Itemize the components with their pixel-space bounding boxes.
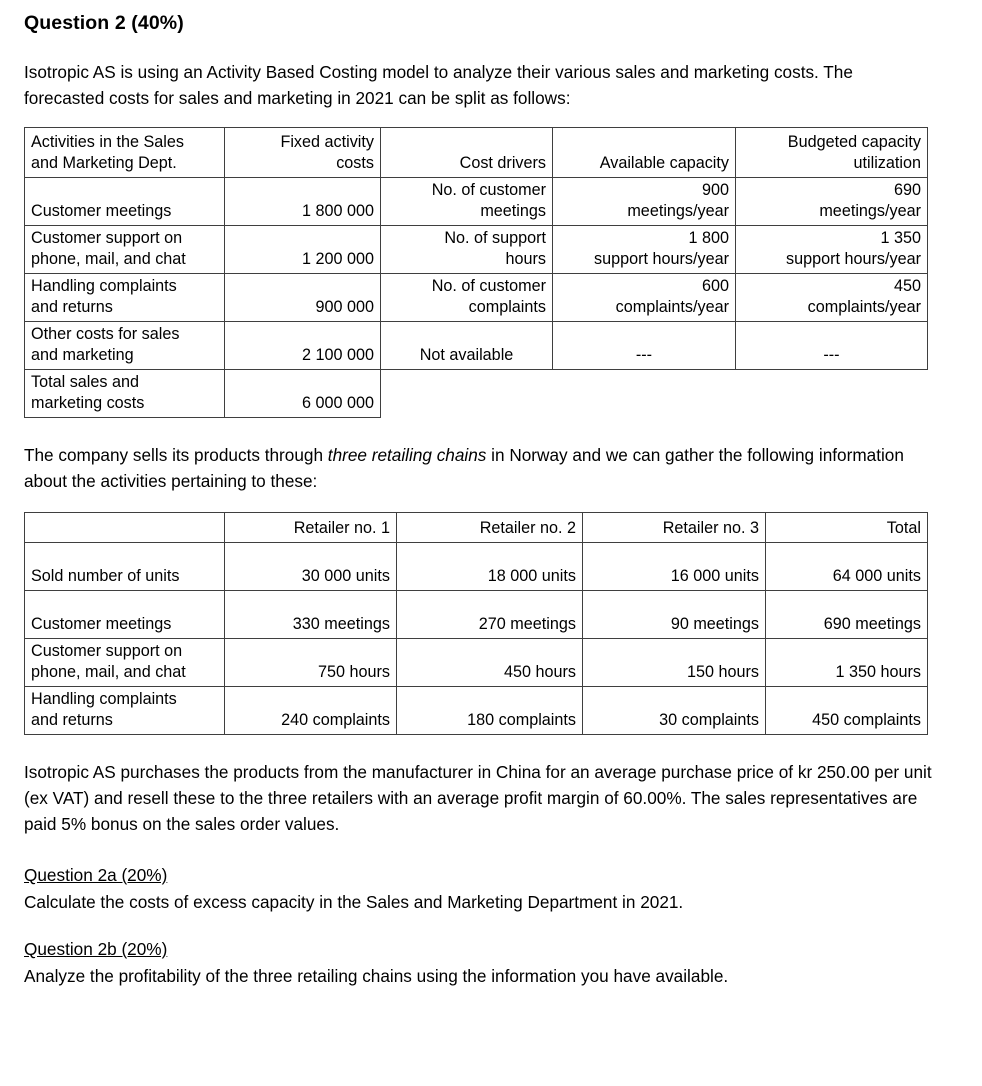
table-row	[25, 639, 928, 687]
total-text: 450 complaints	[812, 711, 921, 729]
retailer-2-value	[397, 687, 583, 735]
empty-cell	[381, 370, 553, 418]
spacer	[24, 837, 958, 863]
available-capacity-line1: 600	[701, 277, 729, 295]
budgeted-capacity-value	[736, 178, 928, 226]
total-text: 1 350 hours	[835, 663, 921, 681]
activity-name-line2: phone, mail, and chat	[31, 250, 186, 268]
row-label-line1: Handling complaints	[31, 690, 177, 708]
retailer-2-value	[397, 591, 583, 639]
activity-name-line2: and marketing	[31, 346, 134, 364]
activity-name	[25, 274, 225, 322]
header-retailer-2: Retailer no. 2	[397, 513, 583, 543]
budgeted-capacity-value	[736, 322, 928, 370]
total-label	[25, 370, 225, 418]
row-label	[25, 687, 225, 735]
row-label-line1: Customer support on	[31, 642, 183, 660]
cost-driver-line1: No. of customer	[431, 181, 546, 199]
header-budgeted-capacity-line2: utilization	[853, 154, 921, 172]
header-total: Total	[766, 513, 928, 543]
retailer-2-value	[397, 639, 583, 687]
question-2b-heading: Question 2b (20%)	[24, 939, 168, 959]
budgeted-capacity-line2: ---	[823, 346, 840, 364]
available-capacity-line2: meetings/year	[627, 202, 729, 220]
budgeted-capacity-value	[736, 274, 928, 322]
activities-cost-table	[24, 127, 928, 418]
activity-name-line1: Customer support on	[31, 229, 183, 247]
budgeted-capacity-line1: 1 350	[880, 229, 921, 247]
header-blank	[25, 513, 225, 543]
available-capacity-line1: 1 800	[688, 229, 729, 247]
available-capacity-line2: complaints/year	[615, 298, 729, 316]
cost-driver-value	[381, 322, 553, 370]
header-activities-line1: Activities in the Sales	[31, 133, 184, 151]
available-capacity-line2: ---	[635, 346, 653, 364]
header-available-capacity: Available capacity	[553, 128, 736, 178]
retailer-2-text: 180 complaints	[467, 711, 576, 729]
available-capacity-value	[553, 274, 736, 322]
available-capacity-line1: 900	[701, 181, 729, 199]
budgeted-capacity-line2: support hours/year	[786, 250, 921, 268]
retailer-1-text: 240 complaints	[281, 711, 390, 729]
header-budgeted-capacity	[736, 128, 928, 178]
retailer-3-value	[583, 543, 766, 591]
table-row	[25, 687, 928, 735]
total-text: 64 000 units	[832, 567, 921, 585]
activity-name	[25, 226, 225, 274]
row-label	[25, 639, 225, 687]
activity-name-line1: Other costs for sales	[31, 325, 180, 343]
header-fixed-costs-line2: costs	[336, 154, 374, 172]
empty-cell	[736, 370, 928, 418]
header-budgeted-capacity-line1: Budgeted capacity	[787, 133, 921, 151]
retailer-1-value	[225, 639, 397, 687]
budgeted-capacity-line1: 690	[893, 181, 921, 199]
fixed-cost-value	[225, 322, 381, 370]
table-row	[25, 322, 928, 370]
total-value	[766, 543, 928, 591]
header-fixed-costs	[225, 128, 381, 178]
page-title: Question 2 (40%)	[24, 12, 184, 34]
cost-driver-value	[381, 226, 553, 274]
question-2a-text: Calculate the costs of excess capacity in the Sales and Marketing Department in 2021.	[24, 892, 684, 912]
table-row	[25, 226, 928, 274]
question-2a-heading: Question 2a (20%)	[24, 865, 168, 885]
retailer-2-text: 450 hours	[504, 663, 576, 681]
activity-name-line1: Handling complaints	[31, 277, 177, 295]
table-header-row	[25, 128, 928, 178]
question-2b-text: Analyze the profitability of the three retailing chains using the information you have available.	[24, 966, 729, 986]
retailer-3-value	[583, 687, 766, 735]
table-row	[25, 178, 928, 226]
header-activities-line2: and Marketing Dept.	[31, 154, 177, 172]
retailer-1-value	[225, 591, 397, 639]
total-value	[766, 639, 928, 687]
retailer-1-text: 30 000 units	[301, 567, 390, 585]
row-label-line2: Sold number of units	[31, 567, 180, 585]
activity-name	[25, 322, 225, 370]
total-label-line2: marketing costs	[31, 394, 145, 412]
total-value	[766, 591, 928, 639]
cost-driver-line1: No. of support	[444, 229, 546, 247]
fixed-cost-value	[225, 274, 381, 322]
available-capacity-value	[553, 178, 736, 226]
total-label-line1: Total sales and	[31, 373, 139, 391]
budgeted-capacity-line1: 450	[893, 277, 921, 295]
retailer-3-value	[583, 591, 766, 639]
fixed-cost-text: 1 800 000	[301, 202, 374, 220]
available-capacity-value	[553, 226, 736, 274]
header-retailer-3: Retailer no. 3	[583, 513, 766, 543]
fixed-cost-value	[225, 226, 381, 274]
budgeted-capacity-line2: complaints/year	[807, 298, 921, 316]
retailer-1-text: 750 hours	[318, 663, 390, 681]
fixed-cost-value	[225, 178, 381, 226]
available-capacity-value	[553, 322, 736, 370]
spacer	[24, 915, 958, 937]
fixed-cost-text: 2 100 000	[301, 346, 374, 364]
fixed-cost-text: 1 200 000	[301, 250, 374, 268]
empty-cell	[553, 370, 736, 418]
retailer-1-value	[225, 543, 397, 591]
cost-driver-line2: complaints	[468, 298, 546, 316]
retailer-1-text: 330 meetings	[292, 615, 390, 633]
cost-driver-line1: No. of customer	[431, 277, 546, 295]
cost-driver-value	[381, 178, 553, 226]
table-row	[25, 543, 928, 591]
header-retailer-1: Retailer no. 1	[225, 513, 397, 543]
row-label-line2: and returns	[31, 711, 113, 729]
header-fixed-costs-line1: Fixed activity	[280, 133, 374, 151]
total-fixed-cost-text: 6 000 000	[301, 394, 374, 412]
row-label-line2: Customer meetings	[31, 615, 172, 633]
mid-paragraph-pre: The company sells its products through	[24, 445, 328, 465]
available-capacity-line2: support hours/year	[594, 250, 729, 268]
activity-name-line2: Customer meetings	[31, 202, 172, 220]
retailer-3-value	[583, 639, 766, 687]
budgeted-capacity-value	[736, 226, 928, 274]
mid-paragraph-italic: three retailing chains	[327, 445, 487, 465]
retailer-3-text: 150 hours	[687, 663, 759, 681]
total-fixed-cost-value	[225, 370, 381, 418]
header-cost-drivers: Cost drivers	[381, 128, 553, 178]
table-row	[25, 274, 928, 322]
table-row	[25, 591, 928, 639]
retailer-2-text: 18 000 units	[487, 567, 576, 585]
retailer-2-value	[397, 543, 583, 591]
retailer-3-text: 30 complaints	[659, 711, 759, 729]
cost-driver-line2: Not available	[419, 346, 514, 364]
intro-paragraph: Isotropic AS is using an Activity Based Costing model to analyze their various sales and marketing costs. The forecasted costs for sales and marketing in 2021 can be split as follows:	[24, 62, 853, 108]
retailer-3-text: 16 000 units	[670, 567, 759, 585]
table-total-row	[25, 370, 928, 418]
retailer-3-text: 90 meetings	[670, 615, 759, 633]
retailer-1-value	[225, 687, 397, 735]
activity-name	[25, 178, 225, 226]
mid-paragraph-post: in Norway and we can gather the following information about the activities pertaining to these:	[24, 445, 904, 491]
cost-driver-line2: meetings	[480, 202, 546, 220]
budgeted-capacity-line2: meetings/year	[819, 202, 921, 220]
retailer-2-text: 270 meetings	[478, 615, 576, 633]
table-header-row	[25, 513, 928, 543]
total-value	[766, 687, 928, 735]
retailing-chains-paragraph	[24, 442, 924, 494]
header-activities	[25, 128, 225, 178]
cost-driver-line2: hours	[505, 250, 546, 268]
cost-driver-value	[381, 274, 553, 322]
activity-name-line2: and returns	[31, 298, 113, 316]
row-label	[25, 591, 225, 639]
row-label-line2: phone, mail, and chat	[31, 663, 186, 681]
row-label	[25, 543, 225, 591]
retailers-activity-table	[24, 512, 928, 735]
fixed-cost-text: 900 000	[315, 298, 374, 316]
total-text: 690 meetings	[823, 615, 921, 633]
pricing-paragraph: Isotropic AS purchases the products from the manufacturer in China for an average purchase price of kr 250.00 per unit (ex VAT) and resell these to the three retailers with an average profit margin of 60.00%. The sales representatives are paid 5% bonus on the sales order values.	[24, 762, 932, 834]
